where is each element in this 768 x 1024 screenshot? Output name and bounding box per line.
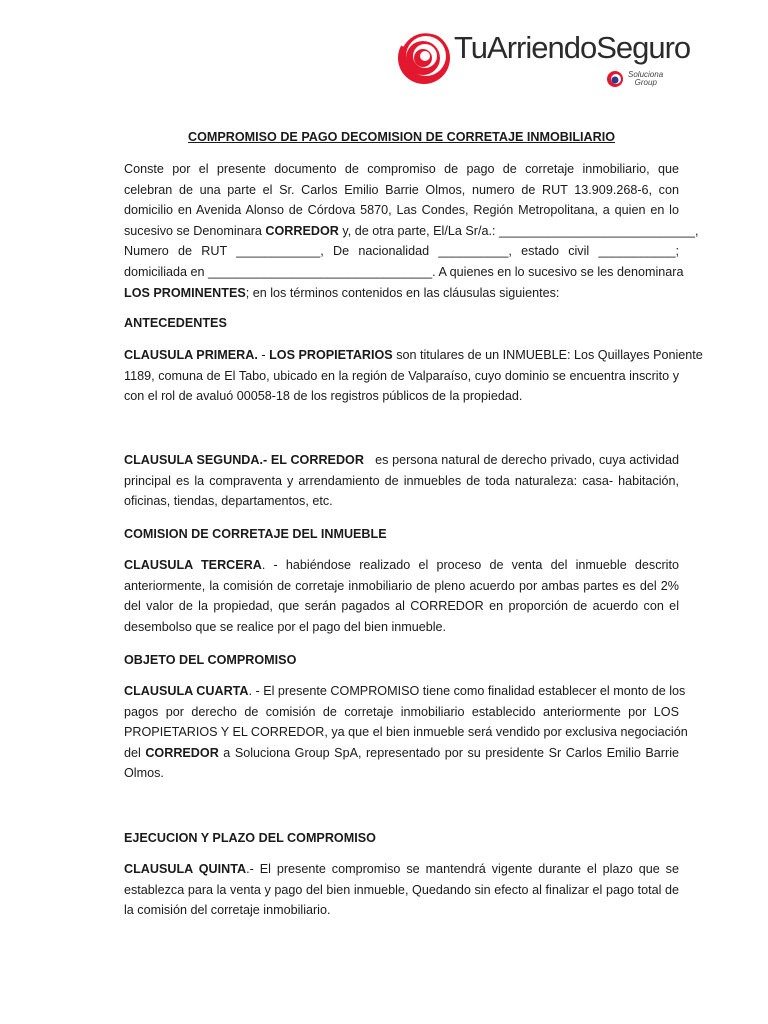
brand-name: TuArriendoSeguro — [454, 30, 691, 65]
section-heading-comision: COMISION DE CORRETAJE DEL INMUEBLE — [124, 527, 387, 541]
intro-text: sucesivo se Denominara — [124, 223, 266, 238]
soluciona-icon — [606, 70, 624, 88]
intro-text: ; en los términos contenidos en las cláusulas siguientes: — [245, 285, 560, 300]
clause-line: desembolso que se realice por el pago del bien inmueble. — [124, 619, 447, 634]
clause-line: anteriormente, la comisión de corretaje inmobiliario de pleno acuerdo por ambas partes es del 2% — [124, 578, 679, 593]
clause-segunda — [124, 450, 679, 512]
clause-cuarta — [124, 681, 688, 784]
clause-line: la comisión del corretaje inmobiliario. — [124, 903, 331, 918]
section-heading-ejecucion: EJECUCION Y PLAZO DEL COMPROMISO — [124, 831, 376, 845]
clause-line — [124, 743, 679, 764]
clause-bold: CORREDOR — [145, 745, 219, 760]
clause-line: PROPIETARIOS Y EL CORREDOR, ya que el bien inmueble será vendido por exclusiva negociación — [124, 725, 688, 740]
clause-label: CLAUSULA QUINTA — [124, 862, 247, 876]
clause-line: con el rol de avaluó 00058-18 de los registros públicos de la propiedad. — [124, 389, 523, 404]
clause-line — [124, 345, 703, 366]
intro-line: domicilio en Avenida Alonso de Córdova 5870, Las Condes, Región Metropolitana, a quien en lo — [124, 203, 679, 218]
clause-text: son titulares de un INMUEBLE: Los Quillayes Poniente — [392, 348, 703, 362]
spiral-logo-icon — [396, 20, 456, 90]
clause-text: es persona natural de derecho privado, cuya actividad — [363, 453, 680, 467]
clause-line — [124, 859, 679, 880]
clause-label: CLAUSULA SEGUNDA.- EL CORREDOR — [124, 453, 364, 467]
intro-line: domiciliada en ________________________________. A quienes en lo sucesivo se les denominara — [124, 264, 684, 279]
clause-quinta — [124, 859, 679, 921]
clause-text: a Soluciona Group SpA, representado por su presidente Sr Carlos Emilio Barrie — [218, 745, 679, 760]
clause-tercera — [124, 555, 679, 637]
clause-line: pagos por derecho de comisión de corretaje inmobiliario establecido anteriormente por LOS — [124, 704, 679, 719]
intro-line — [124, 283, 679, 304]
brand-logo — [396, 20, 691, 96]
clause-text: . - habiéndose realizado el proceso de venta del inmueble descrito — [261, 558, 679, 572]
clause-text: - — [257, 348, 270, 362]
clause-line — [124, 681, 686, 702]
clause-text: del — [124, 745, 146, 760]
intro-line: Numero de RUT ____________, De nacionalidad __________, estado civil ___________; — [124, 244, 679, 259]
section-heading-objeto: OBJETO DEL COMPROMISO — [124, 653, 297, 667]
sub-brand-text — [628, 71, 663, 87]
clause-text: . - El presente COMPROMISO tiene como finalidad establecer el monto de los — [248, 684, 686, 698]
clause-line: oficinas, tiendas, departamentos, etc. — [124, 494, 333, 509]
clause-label: CLAUSULA PRIMERA. — [124, 348, 258, 362]
intro-bold: LOS PROMINENTES — [124, 285, 246, 300]
intro-line — [124, 221, 699, 242]
sub-brand — [606, 70, 676, 92]
intro-bold: CORREDOR — [265, 223, 339, 238]
clause-bold: LOS PROPIETARIOS — [269, 348, 393, 362]
sub-brand-line2: Group — [634, 78, 657, 87]
document-title: COMPROMISO DE PAGO DECOMISION DE CORRETAJE INMOBILIARIO — [187, 130, 616, 144]
sub-brand-line1: Soluciona — [628, 70, 664, 79]
clause-text: .- El presente compromiso se mantendrá vigente durante el plazo que se — [246, 862, 679, 876]
clause-primera — [124, 345, 703, 407]
section-heading-antecedentes: ANTECEDENTES — [124, 316, 227, 330]
intro-text: y, de otra parte, El/La Sr/a.: ____________________________, — [338, 223, 699, 238]
clause-line: del valor de la propiedad, que serán pagados al CORREDOR en proporción de acuerdo con el — [124, 599, 679, 614]
clause-line — [124, 450, 679, 471]
intro-line: celebran de una parte el Sr. Carlos Emilio Barrie Olmos, numero de RUT 13.909.268-6, con — [124, 182, 679, 197]
intro-line: Conste por el presente documento de compromiso de pago de corretaje inmobiliario, que — [124, 162, 679, 176]
clause-line: establezca para la venta y pago del bien inmueble, Quedando sin efecto al finalizar el pago total de — [124, 882, 679, 897]
clause-line: 1189, comuna de El Tabo, ubicado en la región de Valparaíso, cuyo dominio se encuentra inscrito y — [124, 368, 679, 383]
clause-line — [124, 555, 679, 576]
clause-line: Olmos. — [124, 766, 164, 781]
clause-line: principal es la compraventa y arrendamiento de inmuebles de toda naturaleza: casa- habitación, — [124, 473, 679, 488]
clause-label: CLAUSULA CUARTA — [124, 684, 249, 698]
clause-label: CLAUSULA TERCERA — [124, 558, 262, 572]
intro-paragraph — [124, 159, 699, 303]
